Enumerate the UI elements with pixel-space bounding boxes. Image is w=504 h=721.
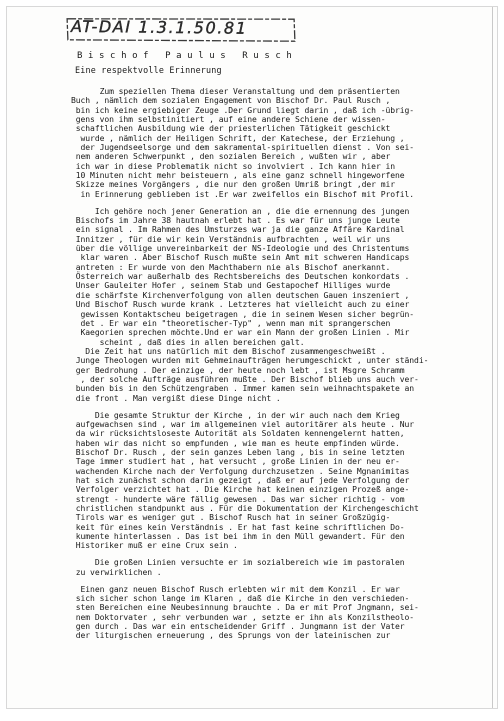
text-line: über die völlige unvereinbarkeit der NS-Ideologie und des Christentums xyxy=(71,244,410,254)
text-line: scheint , daß dies in allen bereichen galt. xyxy=(71,337,305,347)
text-line: zu verwirklichen . xyxy=(71,567,162,577)
text-line: Österreich war außerhalb des Rechtsbereichs des Deutschen konkordats . xyxy=(71,272,410,282)
text-line: da wir rücksichtsloseste Autorität als Soldaten kennengelernt hatten, xyxy=(71,429,405,439)
scan-edge xyxy=(492,7,493,708)
text-line: Unser Gauleiter Hofer , seinem Stab und Gestapochef Hilliges wurde xyxy=(71,281,391,291)
document-subtitle: Eine respektvolle Erinnerung xyxy=(75,65,222,75)
document-page xyxy=(6,6,498,709)
text-line: Kaegorien sprechen möchte.Und er war ein Mann der großen Linien . Mir xyxy=(71,328,410,338)
text-line: Buch , nämlich dem sozialen Engagement von Bischof Dr. Paul Rusch , xyxy=(71,96,391,106)
text-line: Bischofs im Jahre 38 hautnah erlebt hat . Es war für uns junge Leute xyxy=(71,216,400,226)
text-line: 10 Minuten nicht mehr beisteuern , als eine ganz schnell hingeworfene xyxy=(71,171,405,181)
paragraph xyxy=(71,558,495,577)
text-line: Ich gehöre noch jener Generation an , die die ernennung des jungen xyxy=(71,206,410,216)
text-line: Bischof Dr. Rusch , der sein ganzes Leben lang , bis in seine letzten xyxy=(71,447,405,457)
text-line: wachenden Kirche nach der Verfolgung durchzusetzen . Seine Mgnanimitas xyxy=(71,466,410,476)
text-line: bin ich keine ergiebiger Zeuge .Der Grund liegt darin , daß ich -übrig- xyxy=(71,105,415,115)
text-line: Die gesamte Struktur der Kirche , in der wir auch nach dem Krieg xyxy=(71,410,400,420)
text-line: keit für eines kein Verständnis . Er hat fast keine schriftlichen Do- xyxy=(71,522,405,532)
paragraph xyxy=(71,207,495,403)
text-line: klar waren . Aber Bischof Rusch mußte sein Amt mit schweren Handicaps xyxy=(71,253,410,263)
paragraph xyxy=(71,411,495,551)
text-line: ein signal . Im Rahmen des Umsturzes war ja die ganze Affäre Kardinal xyxy=(71,225,405,235)
text-line: schaftlichen Ausbildung wie der priesterlichen Tätigkeit geschickt xyxy=(71,124,391,134)
document-body xyxy=(71,87,495,648)
text-line: Historiker muß er eine Crux sein . xyxy=(71,541,238,551)
paragraph xyxy=(71,87,495,199)
text-line: , der solche Aufträge ausführen mußte . Der Bischof blieb uns auch ver- xyxy=(71,374,419,384)
stamp-text: AT-DAI 1.3.1.50.81 xyxy=(70,16,248,38)
text-line: sten Bereichen eine Neubesinnung brauchte . Da er mit Prof Jngmann, sei- xyxy=(71,603,419,613)
text-line: nem anderen Schwerpunkt , den sozialen Bereich , wußten wir , aber xyxy=(71,152,391,162)
text-line: Skizze meines Vorgängers , die nur den großen Umriß bringt ,der mir xyxy=(71,180,395,190)
text-line: bunden bis in den Schützengraben . Immer kamen sein weihnachtspakete an xyxy=(71,384,415,394)
text-line: det . Er war ein "theoretischer-Typ" , wenn man mit sprangerschen xyxy=(71,318,391,328)
text-line: Einen ganz neuen Bischof Rusch erlebten wir mit dem Konzil . Er war xyxy=(71,584,400,594)
text-line: in Erinnerung geblieben ist .Er war zweifellos ein Bischof mit Profil. xyxy=(71,189,415,199)
text-line: Und Bischof Rusch wurde krank . Letzteres hat vielleicht auch zu einer xyxy=(71,300,410,310)
text-line: antreten : Er wurde von den Machthabern nie als Bischof anerkannt. xyxy=(71,262,391,272)
text-line: Innitzer , für die wir kein Verständnis aufbrachten , weil wir uns xyxy=(71,234,391,244)
text-line: wurde , nämlich der Heiligen Schrift, der Katechese, der Erziehung , xyxy=(71,133,405,143)
text-line: Die großen Linien versuchte er im sozialbereich wie im pastoralen xyxy=(71,558,405,568)
text-line: gewissen Kontaktscheu beigetragen , die in seinem Wesen sicher begrün- xyxy=(71,309,415,319)
text-line: aufgewachsen sind , war im allgemeinen viel autoritärer als heute . Nur xyxy=(71,419,415,429)
text-line: gens von ihm selbstinitiert , auf eine andere Schiene der wissen- xyxy=(71,115,386,125)
text-line: nem Doktorvater , sehr verbunden war , setzte er ihn als Konzilstheolo- xyxy=(71,612,415,622)
text-line: Tage immer studiert hat , hat versucht , große Linien in der neu er- xyxy=(71,457,400,467)
text-line: hat sich zunächst schon darin gezeigt , daß er auf jede Verfolgung der xyxy=(71,475,410,485)
text-line: der Jugendseelsorge und dem sakramental-spirituellen dienst . Von sei- xyxy=(71,143,415,153)
document-title: Bischof Paulus Rusch xyxy=(77,51,298,61)
text-line: gen durch . Das war ein entscheidender Griff . Jungmann ist der Vater xyxy=(71,621,405,631)
text-line: haben wir das nicht so empfunden , wie man es heute empfinden würde. xyxy=(71,438,400,448)
text-line: strengt - hunderte wäre fällig gewesen . Das war sicher richtig - vom xyxy=(71,494,405,504)
text-line: die schärfste Kirchenverfolgung von allen deutschen Gauen inszeniert , xyxy=(71,290,410,300)
text-line: Die Zeit hat uns natürlich mit dem Bischof zusammengeschweißt . xyxy=(71,346,386,356)
text-line: ger Bedrohung . Der einzige , der heute noch lebt , ist Msgre Schramm xyxy=(71,365,405,375)
text-line: Verfolger verzichtet hat . Die Kirche hat keinen einzigen Prozeß ange- xyxy=(71,485,410,495)
text-line: Tirols war es weniger gut . Bischof Rusch hat in seiner Großzügig- xyxy=(71,513,391,523)
text-line: Zum speziellen Thema dieser Veranstaltung und dem präsentierten xyxy=(71,87,400,96)
text-line: kumente hinterlassen . Das ist bei ihm in den Müll gewandert. Für den xyxy=(71,532,405,541)
text-line: die front . Man vergißt diese Dinge nicht . xyxy=(71,393,281,403)
text-line: christlichen standpunkt aus . Für die Dokumentation der Kirchengeschicht xyxy=(71,503,419,513)
text-line: der liturgischen erneuerung , des Sprungs von der lateinischen zur xyxy=(71,631,391,641)
archive-stamp xyxy=(65,16,297,44)
text-line: ich war in diese Problematik nicht so involviert . Ich kann hier in xyxy=(71,161,395,171)
text-line: Junge Theologen wurden mit Gehmeinaufträgen herumgeschickt , unter ständi- xyxy=(71,356,429,366)
paragraph xyxy=(71,585,495,641)
text-line: sich sicher schon lange im Klaren , daß die Kirche in den verschieden- xyxy=(71,593,410,603)
